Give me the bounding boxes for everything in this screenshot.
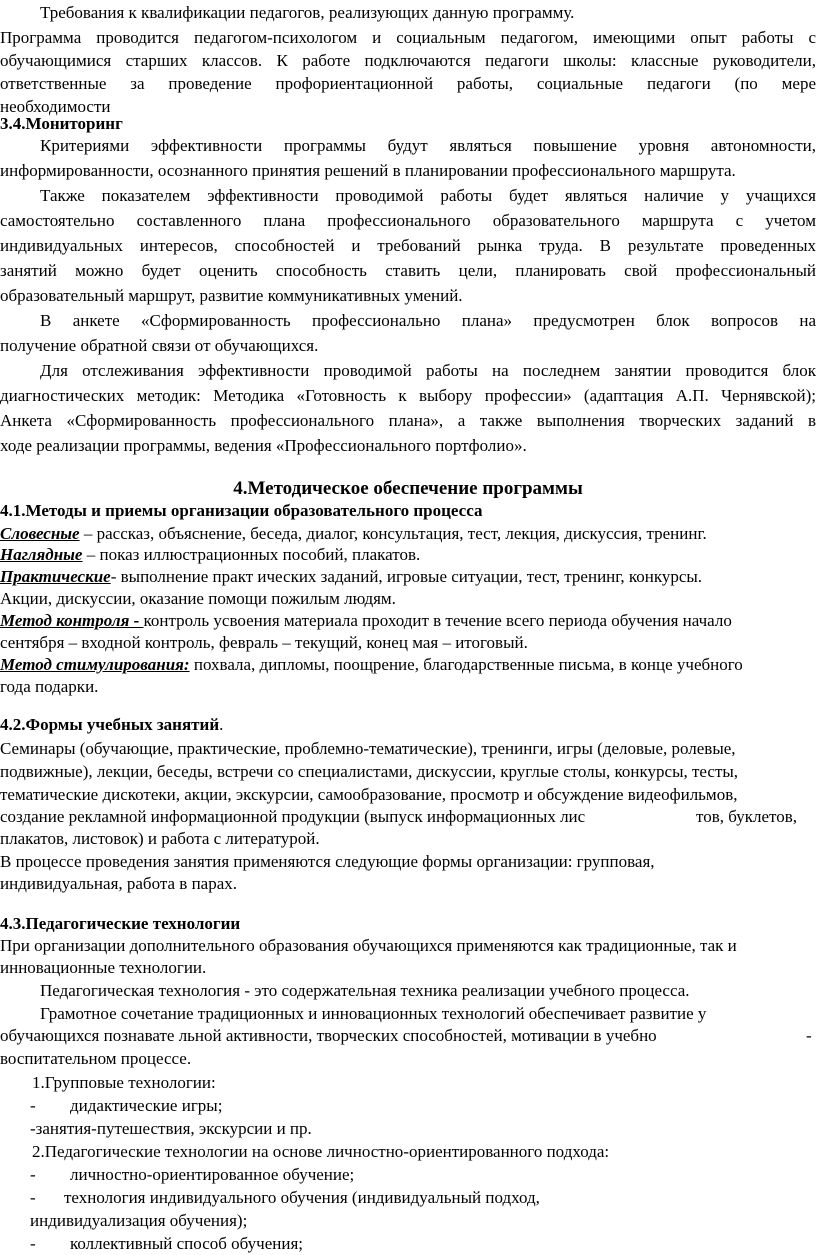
list-dash: - — [30, 1188, 36, 1207]
heading-period: . — [219, 715, 224, 734]
paragraph-line: Программа проводится педагогом-психологом и социальным педагогом, имеющими опыт работы с — [0, 28, 816, 47]
paragraph-line: индивидуальных интересов, способностей и требований рынка труда. В результате проведенных — [0, 236, 816, 255]
paragraph-line: Акции, дискуссии, оказание помощи пожилым людям. — [0, 589, 396, 608]
paragraph-line: сентября – входной контроль, февраль – текущий, конец мая – итоговый. — [0, 633, 528, 652]
list-dash: - — [30, 1234, 36, 1253]
paragraph-line: Требования к квалификации педагогов, реализующих данную программу. — [40, 3, 575, 22]
paragraph-line: информированности, осознанного принятия решений в планировании профессионального маршрута. — [0, 161, 736, 180]
list-item-continuation: индивидуализация обучения); — [30, 1211, 248, 1230]
list-item: личностно-ориентированное обучение; — [70, 1165, 355, 1184]
method-line — [0, 544, 420, 566]
method-text: похвала, дипломы, поощрение, благодарственные письма, в конце учебного — [189, 655, 743, 674]
paragraph-line: инновационные технологии. — [0, 958, 207, 977]
paragraph-line: ходе реализации программы, ведения «Профессионального портфолио». — [0, 436, 527, 455]
method-line — [0, 523, 707, 545]
list-item: -занятия-путешествия, экскурсии и пр. — [30, 1119, 312, 1138]
method-text: контроль усвоения материала проходит в течение всего периода обучения начало — [143, 611, 732, 630]
method-label: Метод стимулирования: — [0, 655, 190, 674]
method-label: Практические — [0, 567, 111, 586]
list-heading: 1.Групповые технологии: — [32, 1073, 216, 1092]
method-label: Словесные — [0, 524, 80, 543]
paragraph-line: необходимости — [0, 97, 111, 116]
method-line — [0, 566, 702, 588]
paragraph-line: Грамотное сочетание традиционных и инновационных технологий обеспечивает развитие у — [40, 1004, 707, 1023]
hyphen: - — [806, 1026, 812, 1045]
paragraph-line: При организации дополнительного образования обучающихся применяются как традиционные, так и — [0, 936, 737, 955]
paragraph-line: получение обратной связи от обучающихся. — [0, 336, 319, 355]
paragraph-line: занятий можно будет оценить способность ставить цели, планировать свой профессиональный — [0, 261, 816, 280]
paragraph-line-continuation: тов, буклетов, — [696, 807, 798, 826]
paragraph-line: плакатов, листовок) и работа с литературой. — [0, 829, 320, 848]
method-label: Метод контроля - — [0, 611, 144, 630]
paragraph-line: обучающимися старших классов. К работе подключаются педагоги школы: классные руководители, — [0, 51, 816, 70]
paragraph-line: Также показателем эффективности проводимой работы будет являться наличие у учащихся — [40, 186, 816, 205]
paragraph-line: обучающихся познавате льной активности, творческих способностей, мотивации в учебно — [0, 1026, 657, 1045]
paragraph-line: года подарки. — [0, 677, 99, 696]
paragraph-line: воспитательном процессе. — [0, 1049, 192, 1068]
section-heading-3-4: 3.4.Мониторинг — [0, 114, 123, 133]
list-item: технология индивидуального обучения (индивидуальный подход, — [64, 1188, 540, 1207]
paragraph-line: В процессе проведения занятия применяются следующие формы организации: групповая, — [0, 852, 655, 871]
paragraph-line: Семинары (обучающие, практические, проблемно-тематические), тренинги, игры (деловые, ролевые, — [0, 739, 736, 758]
section-heading-4-3: 4.3.Педагогические технологии — [0, 914, 241, 933]
paragraph-line: ответственные за проведение профориентационной работы, социальные педагоги (по мере — [0, 74, 816, 93]
paragraph-line: подвижные), лекции, беседы, встречи со специалистами, дискуссии, круглые столы, конкурсы, тесты, — [0, 762, 739, 781]
list-item: дидактические игры; — [70, 1096, 223, 1115]
paragraph-line: создание рекламной информационной продукции (выпуск информационных лис — [0, 807, 586, 826]
paragraph-line: Педагогическая технология - это содержательная техника реализации учебного процесса. — [40, 981, 690, 1000]
paragraph-line: Критериями эффективности программы будут являться повышение уровня автономности, — [40, 136, 816, 155]
paragraph-line: В анкете «Сформированность профессионально плана» предусмотрен блок вопросов на — [40, 311, 816, 330]
method-line — [0, 610, 732, 632]
paragraph-line: Анкета «Сформированность профессионального плана», а также выполнения творческих заданий в — [0, 411, 816, 430]
list-dash: - — [30, 1096, 36, 1115]
paragraph-line: индивидуальная, работа в парах. — [0, 874, 238, 893]
method-text: - выполнение практ ических заданий, игровые ситуации, тест, тренинг, конкурсы. — [110, 567, 703, 586]
section-heading-4-2 — [0, 714, 223, 736]
method-text: – рассказ, объяснение, беседа, диалог, консультация, тест, лекция, дискуссия, тренинг. — [79, 524, 707, 543]
list-item: коллективный способ обучения; — [70, 1234, 303, 1253]
paragraph-line: тематические дискотеки, акции, экскурсии, самообразование, просмотр и обсуждение видеофильмов, — [0, 785, 738, 804]
paragraph-line: Для отслеживания эффективности проводимой работы на последнем занятии проводится блок — [40, 361, 816, 380]
paragraph-line: диагностических методик: Методика «Готовность к выбору профессии» (адаптация А.П. Чернявской); — [0, 386, 816, 405]
method-line — [0, 654, 743, 676]
chapter-heading-4: 4.Методическое обеспечение программы — [233, 478, 583, 499]
list-heading: 2.Педагогические технологии на основе личностно-ориентированного подхода: — [32, 1142, 610, 1161]
section-heading-text: 4.2.Формы учебных занятий — [0, 715, 220, 734]
section-heading-4-1: 4.1.Методы и приемы организации образовательного процесса — [0, 501, 483, 520]
paragraph-line: самостоятельно составленного плана профессионального образовательного маршрута с учетом — [0, 211, 816, 230]
method-text: – показ иллюстрационных пособий, плакатов. — [82, 545, 421, 564]
method-label: Наглядные — [0, 545, 83, 564]
list-dash: - — [30, 1165, 36, 1184]
paragraph-line: образовательный маршрут, развитие коммуникативных умений. — [0, 286, 463, 305]
